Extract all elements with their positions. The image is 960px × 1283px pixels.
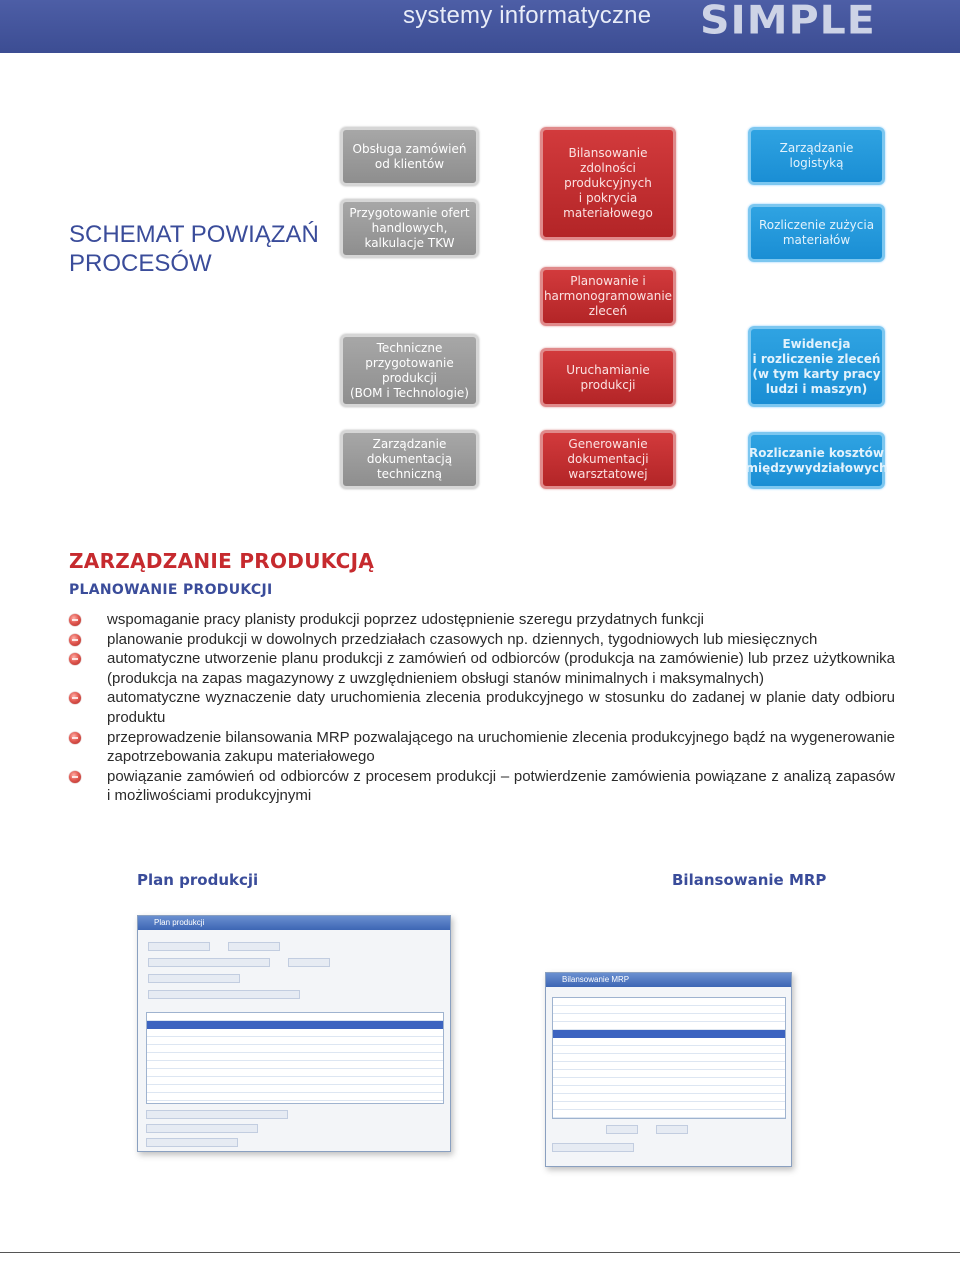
screenshot-mrp-balancing [545,972,792,1167]
list-item: powiązanie zamówień od odbiorców z procesem produkcji – potwierdzenie zamówienia powiązane z analizą zapasów i możliwościami produkcyjnymi [69,767,895,806]
screenshot-titlebar: Bilansowanie MRP [546,973,791,987]
process-box-production-start: Uruchamianie produkcji [540,348,676,407]
header-subtitle: systemy informatyczne [403,2,652,29]
simple-logo: SIMPLE [700,0,876,43]
process-box-workshop-docs: Generowanie dokumentacji warsztatowej [540,430,676,489]
process-box-order-handling: Obsługa zamówień od klientów [340,127,479,186]
feature-list [69,610,895,806]
list-item: planowanie produkcji w dowolnych przedziałach czasowych np. dziennych, tygodniowych lub miesięcznych [69,630,895,650]
list-item: przeprowadzenie bilansowania MRP pozwalającego na uruchomienie zlecenia produkcyjnego bądź na wygenerowanie zapotrzebowania zakupu materiałowego [69,728,895,767]
process-box-logistics: Zarządzanie logistyką [748,127,885,185]
header-bar [0,0,960,53]
process-box-capacity-balancing: Bilansowanie zdolności produkcyjnych i pokrycia materiałowego [540,127,676,240]
section-title: ZARZĄDZANIE PRODUKCJĄ [69,549,375,573]
process-box-technical-prep: Techniczne przygotowanie produkcji (BOM i Technologie) [340,334,479,407]
process-box-order-scheduling: Planowanie i harmonogramowanie zleceń [540,267,676,326]
list-item: automatyczne wyznaczenie daty uruchomienia zlecenia produkcyjnego w stosunku do zadanej w planie daty odbioru produktu [69,688,895,727]
process-box-interdepartment-costs: Rozliczanie kosztów międzywydziałowych [748,432,885,489]
bullet-icon [69,732,81,744]
schema-title: SCHEMAT POWIĄZAŃ PROCESÓW [69,221,319,277]
process-box-tech-documentation: Zarządzanie dokumentacją techniczną [340,430,479,489]
screenshot-production-plan [137,915,451,1152]
list-item: automatyczne utworzenie planu produkcji z zamówień od odbiorców (produkcja na zamówienie) lub przez użytkownika (produkcja na zapas magazynowy z uwzględnieniem obsługi stanów minimalnych i maksymalnych) [69,649,895,688]
bullet-icon [69,653,81,665]
bullet-icon [69,692,81,704]
caption-production-plan: Plan produkcji [137,871,259,889]
bullet-icon [69,771,81,783]
caption-mrp-balancing: Bilansowanie MRP [672,871,827,889]
process-box-material-usage: Rozliczenie zużycia materiałów [748,204,885,262]
screenshot-titlebar: Plan produkcji [138,916,450,930]
list-item: wspomaganie pracy planisty produkcji poprzez udostępnienie szeregu przydatnych funkcji [69,610,895,630]
bottom-divider [0,1252,960,1253]
bullet-icon [69,614,81,626]
process-box-offers: Przygotowanie ofert handlowych, kalkulacje TKW [340,199,479,258]
process-box-order-records: Ewidencja i rozliczenie zleceń (w tym karty pracy ludzi i maszyn) [748,326,885,407]
section-subtitle: PLANOWANIE PRODUKCJI [69,582,273,598]
bullet-icon [69,634,81,646]
